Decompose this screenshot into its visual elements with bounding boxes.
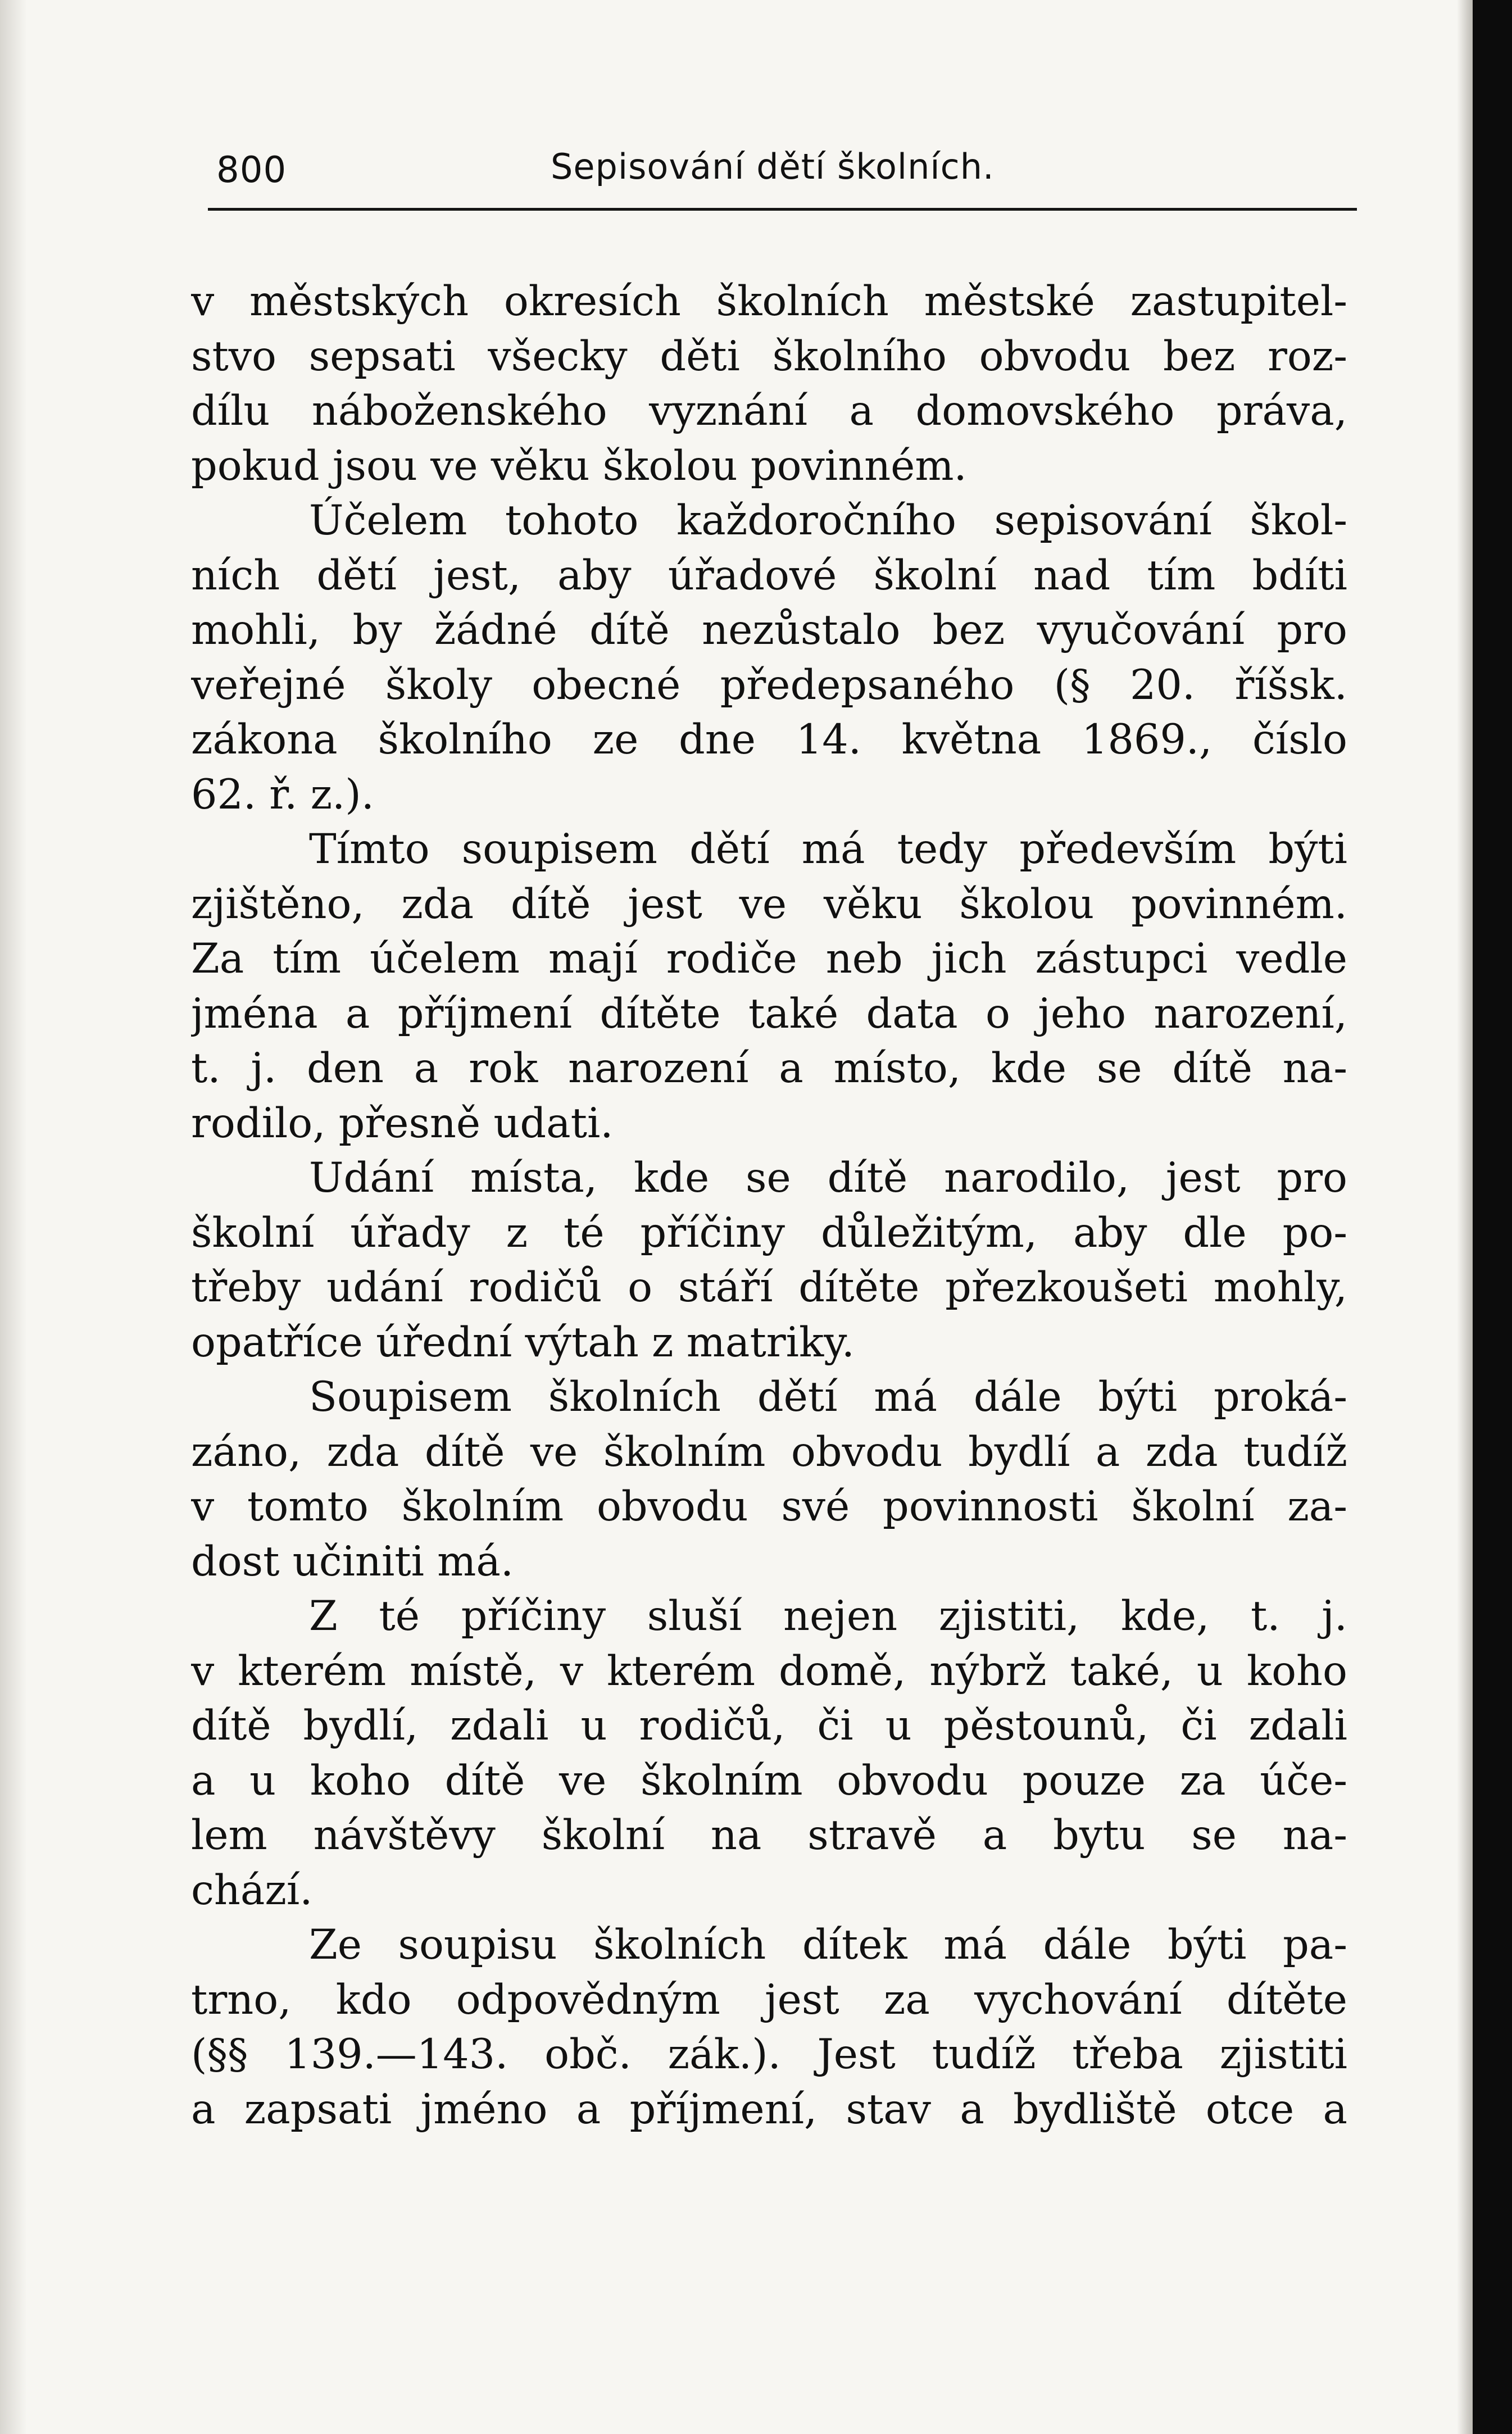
text-line: Udání místa, kde se dítě narodilo, jest pro	[309, 1154, 1347, 1202]
text-line: a u koho dítě ve školním obvodu pouze za úče-	[191, 1756, 1347, 1805]
text-line: stvo sepsati všecky děti školního obvodu bez roz-	[191, 332, 1347, 380]
text-line: v městských okresích školních městské zastupitel-	[191, 278, 1347, 325]
text-line: Tímto soupisem dětí má tedy především býti	[309, 825, 1347, 873]
text-line: 62. ř. z.).	[191, 770, 374, 819]
text-line: ních dětí jest, aby úřadové školní nad tím bdíti	[191, 551, 1347, 600]
running-title: Sepisování dětí školních.	[551, 146, 995, 187]
text-line: Z té příčiny sluší nejen zjistiti, kde, t. j.	[309, 1592, 1347, 1640]
text-line: školní úřady z té příčiny důležitým, aby dle po-	[191, 1209, 1347, 1257]
page-number: 800	[216, 149, 287, 191]
body-text	[191, 274, 1347, 2137]
text-line: Za tím účelem mají rodiče neb jich zástupci vedle	[191, 935, 1347, 983]
text-line: lem návštěvy školní na stravě a bytu se na-	[191, 1811, 1347, 1859]
text-line: opatříce úřední výtah z matriky.	[191, 1318, 855, 1366]
text-line: Soupisem školních dětí má dále býti proká-	[309, 1373, 1347, 1421]
text-line: jména a příjmení dítěte také data o jeho narození,	[191, 989, 1347, 1038]
text-line: t. j. den a rok narození a místo, kde se dítě na-	[191, 1045, 1347, 1092]
text-line: mohli, by žádné dítě nezůstalo bez vyučování pro	[191, 606, 1347, 654]
text-line: dítě bydlí, zdali u rodičů, či u pěstounů, či zdali	[191, 1702, 1347, 1750]
text-line: zákona školního ze dne 14. května 1869., číslo	[191, 716, 1347, 764]
text-line: trno, kdo odpovědným jest za vychování dítěte	[191, 1976, 1347, 2024]
page-edge-shadow	[1457, 0, 1473, 2434]
text-line: v kterém místě, v kterém domě, nýbrž také, u koho	[191, 1647, 1347, 1695]
page-header	[216, 134, 1357, 196]
header-rule	[208, 208, 1357, 211]
text-line: třeby udání rodičů o stáří dítěte přezkoušeti mohly,	[191, 1264, 1347, 1311]
text-line: chází.	[191, 1866, 313, 1914]
page-right-border	[1473, 0, 1512, 2434]
text-line: záno, zda dítě ve školním obvodu bydlí a zda tudíž	[191, 1428, 1347, 1476]
text-line: dost učiniti má.	[191, 1537, 514, 1586]
text-line: Ze soupisu školních dítek má dále býti pa-	[309, 1921, 1347, 1969]
text-line: zjištěno, zda dítě jest ve věku školou povinném.	[191, 880, 1347, 928]
text-line: Účelem tohoto každoročního sepisování škol-	[309, 497, 1347, 544]
text-line: veřejné školy obecné předepsaného (§ 20. říšsk.	[191, 661, 1347, 709]
page-gutter-shadow	[0, 0, 27, 2434]
text-line: (§§ 139.—143. obč. zák.). Jest tudíž třeba zjistiti	[191, 2031, 1347, 2078]
text-line: dílu náboženského vyznání a domovského práva,	[191, 387, 1347, 435]
text-line: rodilo, přesně udati.	[191, 1099, 614, 1147]
text-line: v tomto školním obvodu své povinnosti školní za-	[191, 1483, 1347, 1531]
text-line: a zapsati jméno a příjmení, stav a bydliště otce a	[191, 2085, 1347, 2133]
text-line: pokud jsou ve věku školou povinném.	[191, 442, 967, 490]
